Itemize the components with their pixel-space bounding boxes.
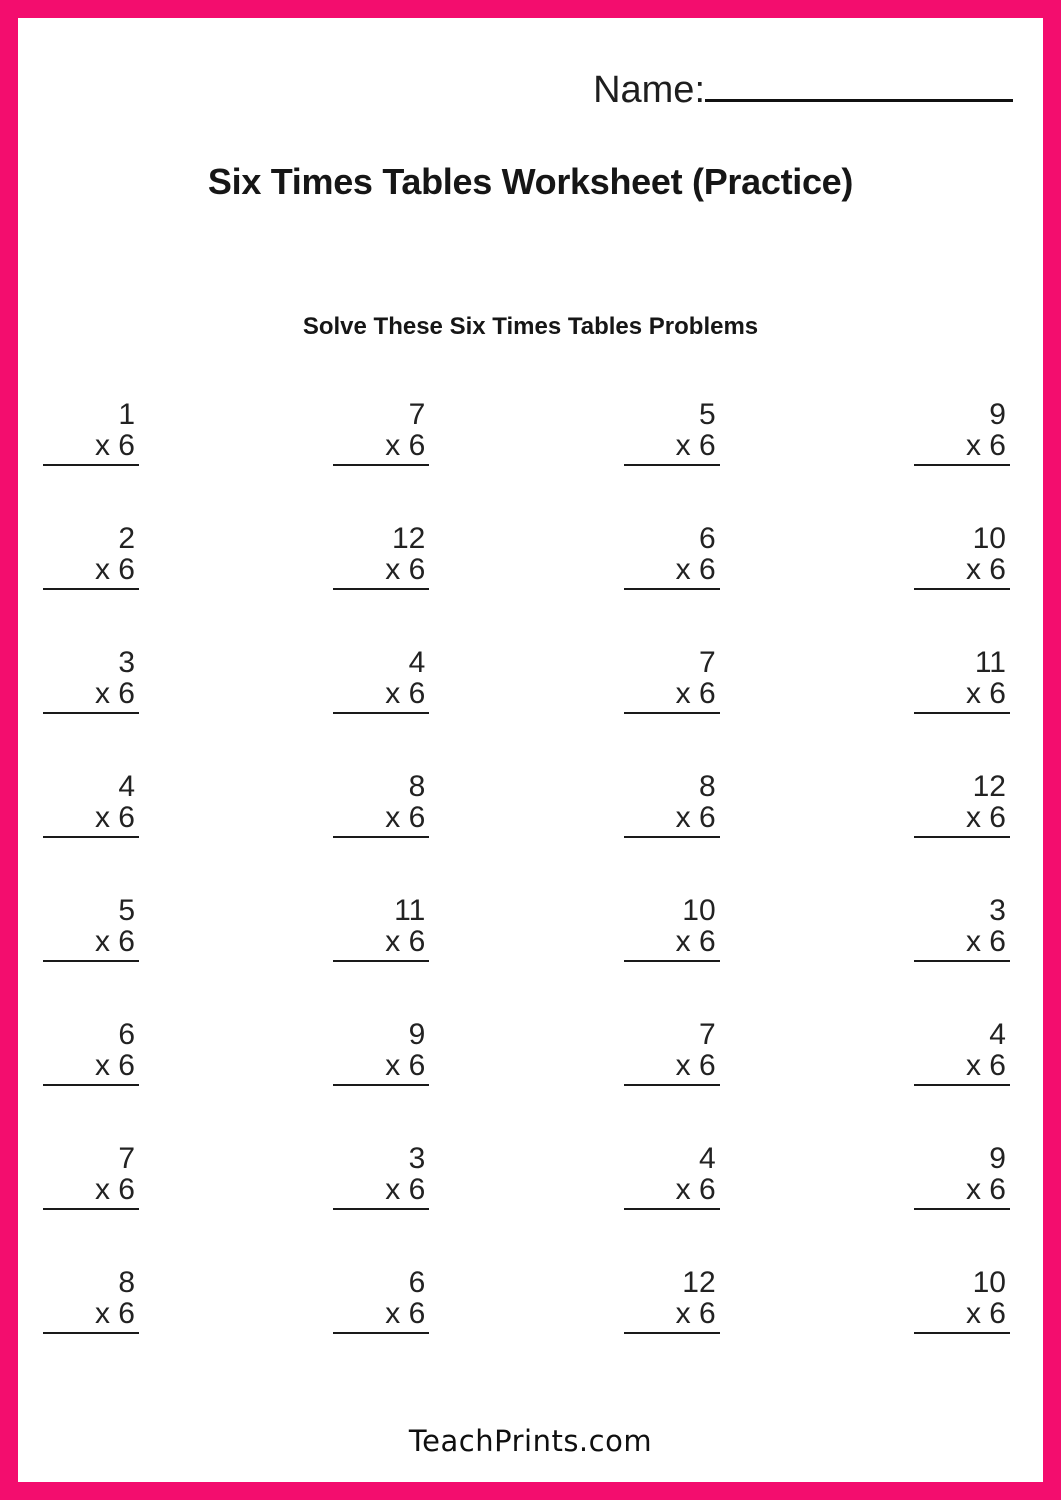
multiplication-problem <box>914 523 1010 590</box>
name-blank-line <box>705 61 1013 102</box>
multiplication-problem <box>914 1019 1010 1086</box>
multiplication-problem <box>914 647 1010 714</box>
multiplicand: 8 <box>118 1266 135 1299</box>
multiplicand: 12 <box>391 522 426 555</box>
problem-row <box>43 1019 1010 1086</box>
multiplication-problem <box>624 399 720 466</box>
multiplicand: 6 <box>408 1266 426 1299</box>
multiplicand: 8 <box>408 770 426 803</box>
multiplier: x 6 <box>385 553 426 586</box>
multiplier: x 6 <box>675 677 716 710</box>
multiplicand: 4 <box>698 1142 716 1175</box>
multiplier: x 6 <box>675 1049 716 1082</box>
multiplicand: 4 <box>118 770 135 803</box>
multiplier: x 6 <box>94 1049 135 1082</box>
multiplicand: 6 <box>698 522 716 555</box>
multiplier: x 6 <box>675 429 716 462</box>
multiplicand: 2 <box>118 522 135 555</box>
name-label: Name: <box>593 69 705 111</box>
multiplier: x 6 <box>385 801 426 834</box>
multiplicand: 9 <box>989 398 1006 431</box>
problem-row <box>43 399 1010 466</box>
multiplicand: 3 <box>989 894 1006 927</box>
multiplication-problem <box>624 647 720 714</box>
multiplication-problem <box>914 1143 1010 1210</box>
multiplier: x 6 <box>675 925 716 958</box>
multiplication-problem <box>333 895 429 962</box>
multiplicand: 4 <box>989 1018 1006 1051</box>
multiplicand: 3 <box>118 646 135 679</box>
name-row <box>18 61 1043 112</box>
multiplier: x 6 <box>94 925 135 958</box>
multiplier: x 6 <box>94 1173 135 1206</box>
problems-grid <box>18 399 1043 1334</box>
multiplicand: 7 <box>408 398 426 431</box>
multiplication-problem <box>43 771 139 838</box>
multiplier: x 6 <box>965 1049 1006 1082</box>
multiplier: x 6 <box>965 429 1006 462</box>
multiplicand: 6 <box>118 1018 135 1051</box>
problem-row <box>43 647 1010 714</box>
multiplication-problem <box>333 399 429 466</box>
multiplication-problem <box>624 1143 720 1210</box>
multiplicand: 10 <box>972 1266 1006 1299</box>
multiplier: x 6 <box>675 553 716 586</box>
problem-row <box>43 771 1010 838</box>
multiplication-problem <box>333 1267 429 1334</box>
problem-row <box>43 523 1010 590</box>
multiplication-problem <box>333 647 429 714</box>
instructions-text: Solve These Six Times Tables Problems <box>302 313 759 340</box>
multiplier: x 6 <box>385 925 426 958</box>
problem-row <box>43 1143 1010 1210</box>
multiplicand: 12 <box>972 770 1006 803</box>
multiplier: x 6 <box>385 1049 426 1082</box>
multiplier: x 6 <box>94 429 135 462</box>
multiplicand: 8 <box>698 770 716 803</box>
multiplier: x 6 <box>94 553 135 586</box>
multiplication-problem <box>43 895 139 962</box>
problem-row <box>43 1267 1010 1334</box>
multiplication-problem <box>43 1019 139 1086</box>
multiplication-problem <box>914 1267 1010 1334</box>
problem-row <box>43 895 1010 962</box>
multiplication-problem <box>624 1267 720 1334</box>
multiplier: x 6 <box>965 1173 1006 1206</box>
multiplicand: 4 <box>408 646 426 679</box>
multiplicand: 5 <box>118 894 135 927</box>
multiplicand: 10 <box>682 894 716 927</box>
multiplicand: 7 <box>698 646 716 679</box>
multiplicand: 9 <box>408 1018 426 1051</box>
multiplication-problem <box>43 523 139 590</box>
multiplication-problem <box>914 399 1010 466</box>
multiplier: x 6 <box>94 1297 135 1330</box>
multiplier: x 6 <box>965 677 1006 710</box>
multiplicand: 5 <box>698 398 716 431</box>
multiplication-problem <box>43 647 139 714</box>
multiplication-problem <box>333 771 429 838</box>
multiplication-problem <box>333 1143 429 1210</box>
multiplication-problem <box>624 523 720 590</box>
multiplicand: 3 <box>408 1142 426 1175</box>
multiplier: x 6 <box>965 925 1006 958</box>
multiplier: x 6 <box>385 429 426 462</box>
multiplicand: 11 <box>974 646 1006 679</box>
multiplier: x 6 <box>94 801 135 834</box>
multiplier: x 6 <box>385 1173 426 1206</box>
multiplier: x 6 <box>94 677 135 710</box>
footer-site: TeachPrints.com <box>408 1424 653 1458</box>
multiplication-problem <box>43 399 139 466</box>
multiplication-problem <box>333 1019 429 1086</box>
multiplier: x 6 <box>965 1297 1006 1330</box>
multiplicand: 1 <box>118 398 135 431</box>
multiplier: x 6 <box>385 1297 426 1330</box>
multiplier: x 6 <box>965 553 1006 586</box>
multiplier: x 6 <box>675 1297 716 1330</box>
multiplier: x 6 <box>385 677 426 710</box>
multiplicand: 9 <box>989 1142 1006 1175</box>
multiplication-problem <box>624 895 720 962</box>
multiplicand: 10 <box>972 522 1006 555</box>
multiplicand: 7 <box>698 1018 716 1051</box>
multiplication-problem <box>914 771 1010 838</box>
multiplication-problem <box>333 523 429 590</box>
multiplication-problem <box>624 1019 720 1086</box>
multiplier: x 6 <box>675 1173 716 1206</box>
multiplicand: 11 <box>394 894 426 927</box>
multiplier: x 6 <box>965 801 1006 834</box>
multiplicand: 7 <box>118 1142 135 1175</box>
multiplication-problem <box>914 895 1010 962</box>
multiplication-problem <box>43 1267 139 1334</box>
worksheet-title: Six Times Tables Worksheet (Practice) <box>207 161 854 202</box>
multiplicand: 12 <box>682 1266 716 1299</box>
multiplication-problem <box>624 771 720 838</box>
multiplication-problem <box>43 1143 139 1210</box>
multiplier: x 6 <box>675 801 716 834</box>
